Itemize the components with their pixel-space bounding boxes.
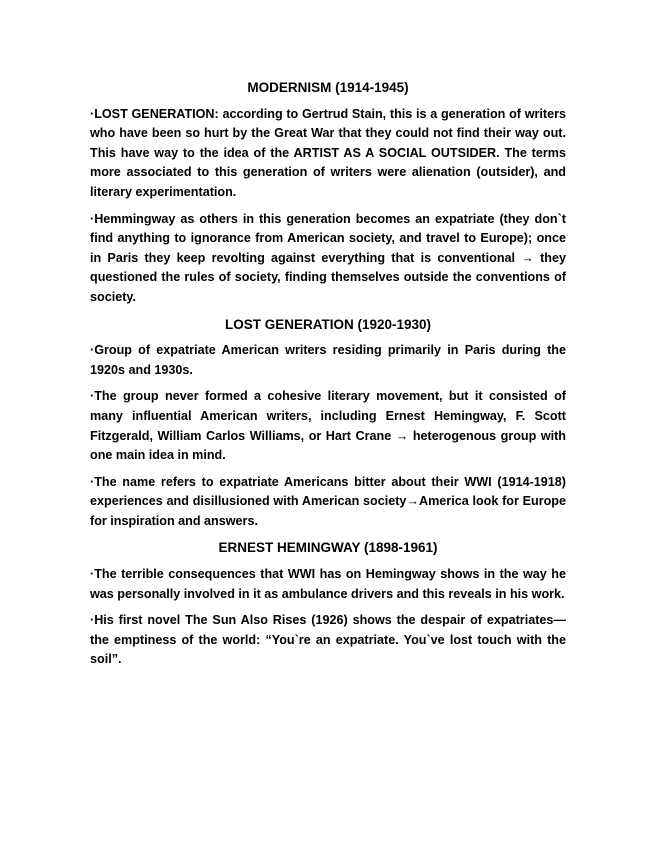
paragraph-sun-also-rises: ·His first novel The Sun Also Rises (1926) shows the despair of expatriates—the emptiness of the world: “You`re an expatriate. You`ve lost touch with the soil”. [90, 613, 566, 667]
document-page [90, 78, 566, 670]
paragraph-lost-generation-definition: ·LOST GENERATION: according to Gertrud Stain, this is a generation of writers who have been so hurt by the Great War that they could not find their way out. This have way to the idea of the ARTIST AS A SOCIAL OUTSIDER. The terms more associated to this generation of writers were alienation (outsider), and literary experimentation. [90, 106, 566, 199]
paragraph-wwi-consequences: ·The terrible consequences that WWI has on Hemingway shows in the way he was personally involved in it as ambulance drivers and this reveals in his work. [90, 567, 566, 601]
section-title-ernest-hemingway: ERNEST HEMINGWAY (1898-1961) [218, 540, 438, 556]
section-title-lost-generation: LOST GENERATION (1920-1930) [224, 316, 432, 332]
section-title-modernism: MODERNISM (1914-1945) [247, 80, 409, 95]
paragraph-group-movement: ·The group never formed a cohesive literary movement, but it consisted of many influential American writers, including Ernest Hemingway, F. Scott Fitzgerald, William Carlos Williams, or Hart Crane → heterogenous group with one main idea in mind. [90, 389, 566, 463]
paragraph-hemingway-expatriate: ·Hemmingway as others in this generation becomes an expatriate (they don`t find anything to ignorance from American society, and travel to Europe); once in Paris they keep revolting against everything that is conventional → they questioned the rules of society, finding themselves outside the conventions of society. [90, 211, 566, 304]
paragraph-name-meaning: ·The name refers to expatriate Americans bitter about their WWI (1914-1918) experiences and disillusioned with American society→America look for Europe for inspiration and answers. [90, 474, 566, 528]
paragraph-group-expatriates: ·Group of expatriate American writers residing primarily in Paris during the 1920s and 1930s. [90, 343, 566, 377]
